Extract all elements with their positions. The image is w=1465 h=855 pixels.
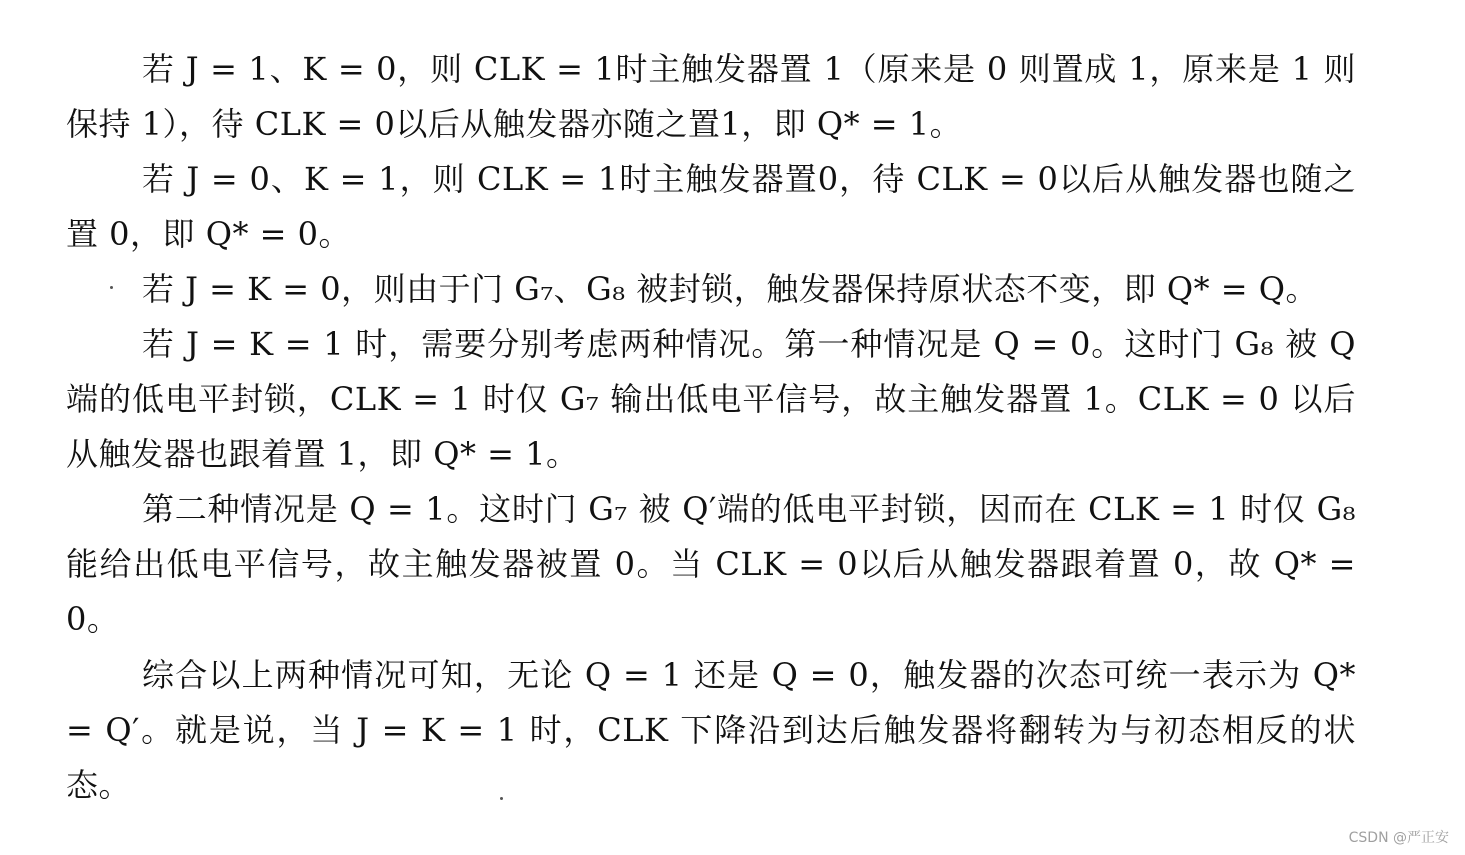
paragraph-jk-00: 若 J = K = 0，则由于门 G₇、G₈ 被封锁，触发器保持原状态不变，即 Q* = Q。: [142, 270, 1319, 308]
scan-speck: [110, 286, 113, 289]
paragraph-jk-10: 若 J = 1、K = 0，则 CLK = 1时主触发器置 1（原来是 0 则置成 1，原来是 1 则保持 1），待 CLK = 0以后从触发器亦随之置1，即 Q* = 1。: [66, 50, 1356, 143]
scan-speck: [500, 797, 503, 800]
paragraph-jk-11-case1: 若 J = K = 1 时，需要分别考虑两种情况。第一种情况是 Q = 0。这时门 G₈ 被 Q 端的低电平封锁，CLK = 1 时仅 G₇ 输出低电平信号，故主触发器置 1。CLK = 0 以后从触发器也跟着置 1，即 Q* = 1。: [66, 325, 1356, 473]
paragraph-jk-11-case2: 第二种情况是 Q = 1。这时门 G₇ 被 Q′端的低电平封锁，因而在 CLK = 1 时仅 G₈ 能给出低电平信号，故主触发器被置 0。当 CLK = 0以后从触发器跟着置 0，故 Q* = 0。: [66, 490, 1356, 638]
watermark: CSDN @严正安: [1348, 830, 1449, 846]
paragraph-summary: 综合以上两种情况可知，无论 Q = 1 还是 Q = 0，触发器的次态可统一表示为 Q* = Q′。就是说，当 J = K = 1 时，CLK 下降沿到达后触发器将翻转为与初态相反的状态。: [66, 656, 1356, 804]
paragraph-jk-01: 若 J = 0、K = 1，则 CLK = 1时主触发器置0，待 CLK = 0以后从触发器也随之置 0，即 Q* = 0。: [66, 160, 1356, 253]
